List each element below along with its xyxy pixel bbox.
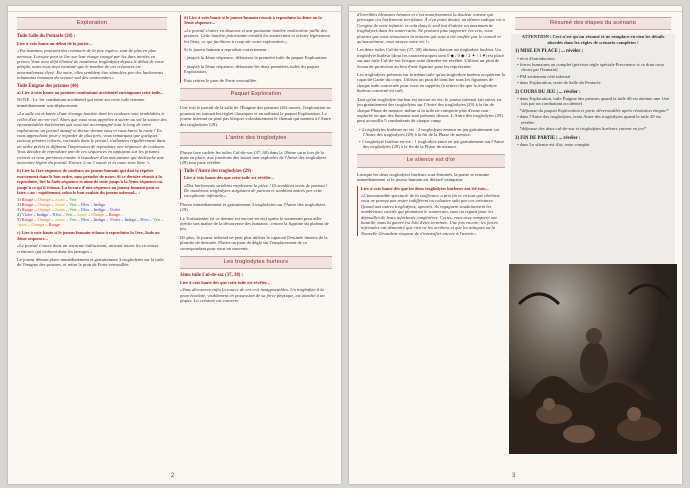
summary-step-heading: 2) COURS DU JEU | ... révéler :	[515, 89, 581, 95]
left-column-2	[180, 12, 332, 470]
book-spread	[8, 6, 682, 484]
seq-color: Violet	[109, 217, 121, 223]
body-text: Le joueur démon place immédiatement et gratuitement 3 troglodytes sur la tuile de l'énigme des prismes, et retire le pion de Porte verrouillée.	[17, 257, 164, 268]
section-title: Le silence est d'or	[357, 154, 505, 167]
note-text: NOTE : Le 1er combattant accidentel qui entre sur cette tuile termine immédiatement son déplacement.	[17, 97, 145, 108]
seq-color: Rouge	[21, 202, 34, 208]
list-item-text: forces humaines au complet (préciser règle spéciale Prescience si ce dont ceux choisi par l'humain)	[519, 62, 665, 73]
body-text: Une fois le portail de la salle de l'Énigme des prismes (46) ouvert, l'exploration se poursuit en suivant les règles classiques et en utilisant le paquet Exploration. Le joueur infernal ne peut pas bloquer volontairement le chemin qui menera à l'Antre des troglodytes (29).	[180, 105, 331, 127]
list-item-text: *défausse du paquet Exploration et porte déverrouillée après résolution énigme*	[519, 107, 669, 113]
left-page	[8, 6, 341, 484]
right-column-1	[357, 12, 505, 470]
seq-color: Orange	[37, 207, 51, 213]
seq-color: Jaune	[77, 212, 87, 218]
section-title: Paquet Exploration	[180, 88, 332, 101]
list-item-text: dans l'Antre des troglodytes, texte Antre des troglodytes quand la tuile 29 est révélée	[519, 114, 661, 125]
body-text: Les deux tuiles Cul-de-sac (37, 38) abritent chacune un troglodyte hurleur. Un troglodyte hurleur (dont les caractéristiques sont 0 ◆ / 0 ◆ / 2 ✦ / 1 ♥) est placé sur une tuile Cul-de-sac lorsque cette dernière est révélée. Utilisez un pion de Sceau de protection au lieu d'une figurine pour les représenter.	[357, 47, 504, 69]
read-aloud-label: Lire à voix haute dès que cette tuile est révélée...	[180, 279, 270, 285]
quote-text: «La salle est éclairée d'une étrange lumière dont les couleurs sont semblables à celles d'un arc-en-ciel. Alors que vous vous apprêtez à suivre au sol la source des épouvantables hurlements qui vous ont accompagné tout le long de votre exploration, un portail massif se dresse devant vous et vous barre la route ! En vous approchant pour y regarder de plus près, vous remarquez que quelques curieux prismes colorés, incrustés dans le portail, s'allument régulièrement dans un ordre précis et diffusent l'impression de reproduire une séquence de couleurs. Vous décidez de reproduire une de ces séquences en appuyant sur les prismes colorés et vous parvenez ensuite à visualiser d'un mécanisme qui déclenche une ouverture légère du portail. Encore 2 ou 3 essais et la route sera libre !»	[17, 111, 167, 165]
list-item	[515, 108, 671, 113]
body-text: Les troglodytes présents sur la même tuile qu'un troglodyte hurleur acquièrent la capacité Garde du corps. Utilisez un pion de bouclier sous les figurines de chaque tuile concernée pour vous en rappeler (à retirer dès que le troglodyte hurleur concerné est tué).	[357, 72, 505, 94]
list-item-text: dans Le silence est d'or, texte complet	[519, 141, 590, 147]
read-aloud-box	[180, 169, 332, 199]
tile-heading: 3ème tuile Cul-de-sac (37, 38) :	[180, 273, 244, 279]
read-aloud-label: Lire à voix haute dès que les deux troglodytes hurleurs ont été tués...	[361, 185, 489, 191]
seq-color: Jaune	[54, 207, 65, 213]
list-item-text: 1 troglodyte hurleur en vie : 1 troglodyte entre en jeu gratuitement sur l'Antre des troglodytes (29) à la fin de la Phase de menace.	[361, 138, 505, 149]
seq-color: Vert	[69, 217, 77, 223]
seq-color: Rouge	[108, 212, 121, 218]
quote-text: «Le portail s'ouvre dans un vacarme hallucinant, attirant toutes les vicieuses créatures qui traînent dans les parages.»	[17, 243, 159, 254]
quote-text: d'horribles blessures béantes et c'est manifestement la douleur intense qui provoque ces hurlements terrifiants. À n'en point douter, un démon sadique est à l'origine de cette infamie, et cela dans le seul but d'attirer un maximum de troglodytes dans les souterrains. Ne pouvant plus supporter ces cris, vous pourrez que vous réussissiez la mission qui vous a été confiée par le conseil et qu'assurément, vous sauvez votre vie !»	[357, 12, 505, 45]
list-item: • dans Exploration, tuile Énigme des prismes quand la tuile 46 est atteinte une 1ère fois par un combattant accidentel	[517, 96, 670, 107]
seq-color: Vert	[153, 217, 161, 223]
read-aloud-label: Lire à voix haute dès que cette tuile est révélée...	[184, 175, 274, 181]
sequence-line: 1) Rouge – Orange – Jaune – Vert	[17, 197, 77, 203]
list-item-text: PM seulement côté infernal	[519, 73, 571, 79]
quote-text: «Des hurlements stridents emplissent la pièce ! Ils semblent venir de partout ! De nombreux troglodytes surgissent de partout et semblent attirés par cette cacophonie infernale.»	[184, 182, 328, 199]
body-text: Le Tortionnaire (si ce dernier est encore en vie) quitte le souterrain pour aller avertir son maître de la découverte des humains : retirez la figurine du plateau de jeu.	[180, 215, 329, 232]
seq-color: Rouge	[21, 207, 34, 213]
seq-color: Vert	[69, 207, 77, 213]
read-aloud-label: d) Lire à voix haute si le joueur humain réussit à reproduire la 4ème ou la 5ème séquence...	[184, 15, 322, 26]
quote-text: «Le portail s'ouvre en douceur et une puissante lumière multicolore jaillit des prismes. Cette lumière polarisante envahit les souterrains et éclaire légèrement les lieux, ce qui facilitera à coup sûr votre exploration.»	[184, 27, 330, 44]
section-title: Exploration	[17, 17, 167, 30]
list-item	[515, 126, 671, 131]
list-item: • dans l'Antre des troglodytes, texte Antre des troglodytes quand la tuile 29 est révélée	[517, 114, 661, 125]
list-item: • récit d'introduction	[517, 55, 555, 61]
list-item: • dans Exploration, texte de Salle du Pentacle	[517, 80, 601, 86]
seq-color: Jaune	[54, 217, 65, 223]
list-item: - jusqu'à la 4ème séquence, défaussez la première tuile du paquet Exploration.	[184, 55, 328, 61]
illustration	[509, 264, 677, 454]
read-aloud-label: b) Lire la 1ère séquence de couleurs au joueur humain qui doit la répéter exactement dans le bon ordre, sans prendre de notes. Si ce dernier réussit à la reproduire, lire la 2nde séquence et ainsi de suite jusqu'à la 5ème séquence ou jusqu'à ce qu'il échoue. La lecture d'une séquence au joueur humain peut se faire « au - rapidement, selon le bon vouloir du joueur infernal... :	[17, 168, 163, 195]
tile-heading: Tuile l'Antre des troglodytes (29)	[184, 168, 252, 174]
summary-step-heading: 1) MISE EN PLACE | ... révéler :	[515, 49, 584, 55]
seq-num: 2)	[17, 202, 21, 208]
list-item: • PM seulement côté infernal	[517, 73, 571, 79]
quote-text: «Vos hommes, pourtant des criminels de la pire espèce, sont de plus en plus nerveux. Lorsque peut se lire sur leur visage ravagé par les durs années en prison. Vous avez déjà éliminé de nombreux troglodytes depuis le début de votre périple, mais vous avez constaté que le nombre de ces créatures est anormalement élevé. En outre, elles semblent être stimulées par des hurlements inhumains émanant du secteur sud des catacombes.»	[17, 48, 165, 81]
seq-color: Orange	[37, 217, 51, 223]
seq-color: Indigo	[93, 217, 106, 223]
troglodyte-illustration	[509, 264, 677, 454]
page-number: 2	[171, 473, 175, 479]
left-column-1	[17, 12, 167, 470]
list-item: • dans Le silence est d'or, texte complet	[517, 141, 590, 147]
section-title: Les troglodytes hurleurs	[180, 256, 332, 269]
seq-color: Indigo	[124, 217, 137, 223]
page-number: 3	[512, 473, 516, 479]
seq-color: Jaune	[54, 202, 65, 208]
quote-text: «Vous découvrez enfin la source de ces cris insupportables. Un troglodyte à la peau écarlate, visiblement en possession de sa force physique, est attaché à un piquet. La créature est couverte	[180, 287, 325, 304]
seq-color: Jaune	[54, 197, 65, 203]
list-item-text: *défausse des deux cul-de-sac et troglodytes hurleurs entrent en jeu*	[519, 126, 647, 132]
seq-color: Indigo	[36, 212, 49, 218]
seq-color: Orange	[91, 212, 105, 218]
seq-color: Rouge	[21, 217, 34, 223]
list-item: • forces humaines au complet (préciser règle spéciale Prescience si ce dont ceux choisi par l'humain)	[517, 62, 665, 73]
color-sequences	[17, 197, 167, 227]
body-text: Si le joueur humain a reproduit correctement :	[184, 47, 269, 53]
seq-color: Vert	[69, 202, 77, 208]
seq-color: Violet	[21, 212, 33, 218]
seq-color: Bleu	[80, 207, 90, 213]
list-item-text: récit d'introduction	[519, 55, 555, 61]
seq-color: Orange	[31, 222, 45, 228]
seq-num: 4)	[17, 212, 21, 218]
tile-heading: Tuile Énigme des prismes (46)	[17, 83, 79, 89]
body-text: Placez face cachée les tuiles Cul-de-sac (37, 38) dans la 10ème carte lors de la mise en place, aux jonctions des issues non explorées de l'Antre des troglodytes (29) tout juste révélée.	[180, 149, 327, 166]
read-aloud-box	[357, 186, 505, 237]
body-text: Lorsque les deux troglodytes hurleurs sont éliminés, la partie se termine immédiatement et le joueur humain est déclaré vainqueur.	[357, 171, 490, 183]
right-page	[349, 6, 682, 484]
sequence-line: 4) Violet – Indigo – Bleu – Vert – Jaune – Orange – Rouge	[17, 212, 121, 218]
summary-step-heading: 3) FIN DE PARTIE | ... révéler :	[515, 135, 581, 141]
seq-color: Vert	[65, 212, 73, 218]
sequence-line: 5) Rouge – Orange – Jaune – Vert – Bleu – Indigo – Violet – Indigo – Bleu – Vert – Jaune – Orange – Rouge	[17, 217, 164, 228]
list-item: • 1 troglodyte hurleur en vie : 1 troglodyte entre en jeu gratuitement sur l'Antre des troglodytes (29) à la fin de la Phase de menace.	[359, 138, 505, 149]
tile-heading: Tuile Salle du Pentacle (28) :	[17, 34, 76, 40]
body-text: Tant qu'un troglodyte hurleur est encore en vie, le joueur infernal fait entrer en jeu gratuitement des troglodytes sur l'Antre des troglodytes (29) à la fin de chaque Phase de menace, même si la tuile ne comporte plus d'issue non-explorée ou que des humains sont présents dessus. L'Antre des troglodytes (29) peut accueillir 5 combattants de chaque camp.	[357, 96, 503, 124]
seq-color: Bleu	[140, 217, 149, 223]
body-text: Placez immédiatement et gratuitement 3 troglodytes sur l'Antre des troglodytes (29).	[180, 201, 326, 213]
seq-color: Orange	[37, 197, 51, 203]
sequence-line: 2) Rouge – Orange – Jaune – Vert – Bleu – Indigo	[17, 202, 106, 208]
read-aloud-label: Lire à voix haute au début de la partie...	[17, 40, 92, 46]
seq-num: 5)	[17, 217, 21, 223]
list-item: - jusqu'à la 5ème séquence, défaussez les deux premières tuiles du paquet Exploration.	[184, 63, 320, 75]
quote-text: «L'insoutenable spectacle de la souffrance a pris fin et en tant que chrétien, vous ne pouvez pas rester indifférent ou coluavre subi par ces créatures. Quand aux autres troglodytes, apeurés, ils regagnent soudainement les nombreuses cavités qui plomment le souterrain, sans un regard pour les dépouilles de leurs infortunés congénères. Certes, vous avez remporté une bataille, mais la guerre est loin d'être terminée. Une fois encore, les forces infernales ont démontré que rien ne les arrêtera et que les attaques ou la Nouvelle Jérusalem risquent de s'intensifier encore à l'avenir.»	[361, 192, 501, 236]
list-item-text: dans Exploration, tuile Énigme des prismes quand la tuile 46 est atteinte une 1ère fois par un combattant accidentel	[519, 96, 670, 107]
seq-color: Indigo	[93, 202, 106, 208]
seq-color: Rouge	[48, 222, 61, 228]
seq-color: Jaune	[17, 222, 27, 228]
read-aloud-label: c) Lire à voix haute si le joueur humain échoue à reproduire la 1ère, 2nde ou 3ème séquence...	[17, 230, 160, 241]
list-item-text: 2 troglodytes hurleurs en vie : 2 troglodytes entrent en jeu gratuitement sur l'Antre des troglodytes (29) à la fin de la Phase de menace.	[361, 126, 500, 138]
seq-color: Indigo	[93, 207, 106, 213]
list-item: • 2 troglodytes hurleurs en vie : 2 troglodytes entrent en jeu gratuitement sur l'Antre des troglodytes (29) à la fin de la Phase de menace.	[359, 126, 500, 138]
seq-color: Rouge	[21, 197, 34, 203]
seq-color: Bleu	[80, 217, 90, 223]
seq-color: Bleu	[52, 212, 61, 218]
attention-text: ATTENTION : Ceci n'est qu'un résumé et ne remplace en rien les détails abordés dans les règles de scénario complètes !	[521, 34, 665, 45]
seq-num: 3)	[17, 207, 21, 213]
seq-color: Orange	[37, 202, 51, 208]
section-title: Résumé des étapes du scénario	[515, 17, 671, 30]
seq-color: Violet	[109, 207, 121, 213]
read-aloud-box	[180, 15, 332, 83]
right-column-2	[515, 12, 671, 262]
seq-color: Vert	[69, 197, 77, 203]
section-title: L'antre des troglodytes	[180, 132, 332, 145]
seq-color: Bleu	[80, 202, 90, 208]
body-text: De plus, le joueur infernal ne peut plus utiliser la capacité Destinée funeste de la planche de destinée. Placez un pion de dégât sur l'emplacement de ce correspondant pour vous en souvenir.	[180, 234, 328, 251]
read-aloud-label: a) Lire à voix haute au premier combattant accidentel entraignant cette tuile...	[17, 90, 164, 96]
seq-num: 1)	[17, 197, 21, 203]
sequence-line: 3) Rouge – Orange – Jaune – Vert – Bleu – Indigo – Violet	[17, 207, 121, 213]
list-item-text: dans Exploration, texte de Salle du Pentacle	[519, 80, 601, 86]
body-text: Puis retirez le pion de Porte verrouillée.	[184, 77, 258, 83]
